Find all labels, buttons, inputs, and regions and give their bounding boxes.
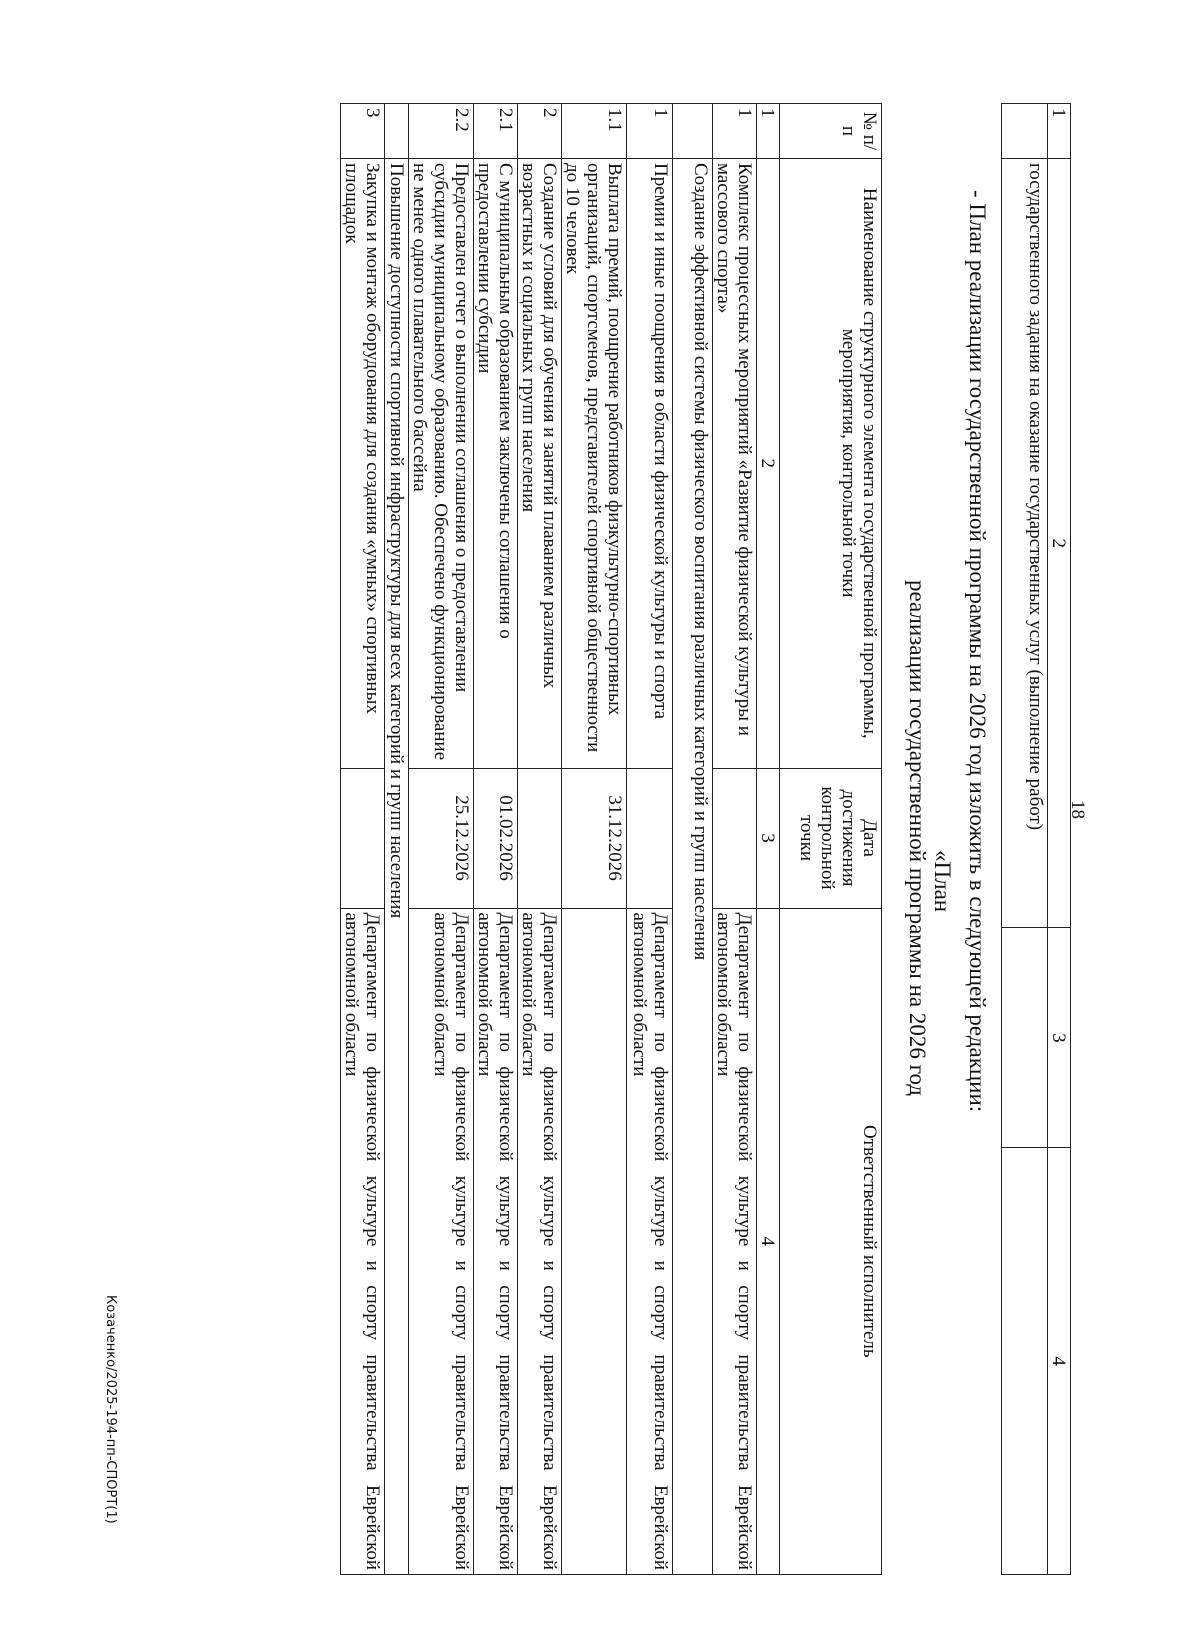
document-footer: Козаченко/2025-194-пп-СПОРТ(1) xyxy=(103,1295,118,1524)
row-num: 2.2 xyxy=(409,104,474,159)
header-date: Дата достижения контрольной точки xyxy=(780,768,882,908)
table-row xyxy=(1002,104,1048,1575)
table-row xyxy=(409,104,474,1575)
section-row xyxy=(385,104,409,1575)
row-responsible: Департамент по физической культуре и спорту правительства Еврейской автономной области xyxy=(409,908,474,1575)
plan-title-line2: реализации государственной программы на 2026 год xyxy=(905,580,930,1097)
row-date: 31.12.2026 xyxy=(562,768,627,908)
cell: 2 xyxy=(1048,158,1071,928)
table-row xyxy=(518,104,562,1575)
table-row xyxy=(713,104,757,1575)
section-title: Повышение доступности спортивной инфраструктуры для всех категорий и групп населения xyxy=(385,158,409,1574)
cell xyxy=(385,104,409,159)
cell xyxy=(1002,104,1048,159)
table-header-row xyxy=(780,104,882,1575)
cell: государственного задания на оказание государственных услуг (выполнение работ) xyxy=(1002,158,1048,928)
cell: 4 xyxy=(1048,1148,1071,1575)
row-date xyxy=(518,768,562,908)
row-responsible: Департамент по физической культуре и спорту правительства Еврейской автономной области xyxy=(627,908,673,1575)
row-date: 01.02.2026 xyxy=(474,768,518,908)
row-num: 1.1 xyxy=(562,104,627,159)
cell: 3 xyxy=(757,768,780,908)
cell: 1 xyxy=(757,104,780,159)
page-number: 18 xyxy=(1067,800,1088,819)
row-num: 1 xyxy=(627,104,673,159)
row-responsible xyxy=(562,908,627,1575)
plan-table xyxy=(340,103,882,1575)
row-responsible: Департамент по физической культуре и спорту правительства Еврейской автономной области xyxy=(713,908,757,1575)
header-num: № п/п xyxy=(780,104,882,159)
cell: 1 xyxy=(1048,104,1071,159)
section-title: Создание эффективной системы физического воспитания различных категорий и групп населения xyxy=(673,158,713,1574)
plan-title-line1: «План xyxy=(930,850,955,913)
row-responsible: Департамент по физической культуре и спорту правительства Еврейской автономной области xyxy=(341,908,385,1575)
row-responsible: Департамент по физической культуре и спорту правительства Еврейской автономной области xyxy=(518,908,562,1575)
row-num: 2.1 xyxy=(474,104,518,159)
row-name: Создание условий для обучения и занятий плаванием различных возрастных и социальных групп населения xyxy=(518,158,562,768)
table-row xyxy=(474,104,518,1575)
column-number-row xyxy=(757,104,780,1575)
amendment-heading: - План реализации государственной программы на 2026 год изложить в следующей редакции: xyxy=(965,190,990,1113)
cell: 3 xyxy=(1048,928,1071,1148)
row-date: 25.12.2026 xyxy=(409,768,474,908)
row-date xyxy=(341,768,385,908)
header-responsible: Ответственный исполнитель xyxy=(780,908,882,1575)
continuation-table xyxy=(1001,103,1071,1575)
row-num: 1 xyxy=(713,104,757,159)
row-name: Комплекс процессных мероприятий «Развитие физической культуры и массового спорта» xyxy=(713,158,757,768)
row-name: Премии и иные поощрения в области физической культуры и спорта xyxy=(627,158,673,768)
table-row xyxy=(627,104,673,1575)
table-row xyxy=(1048,104,1071,1575)
row-date xyxy=(713,768,757,908)
row-name: С муниципальным образованием заключены соглашения о предоставлении субсидии xyxy=(474,158,518,768)
table-row xyxy=(341,104,385,1575)
row-responsible: Департамент по физической культуре и спорту правительства Еврейской автономной области xyxy=(474,908,518,1575)
row-name: Закупка и монтаж оборудования для создания «умных» спортивных площадок xyxy=(341,158,385,768)
row-name: Выплата премий, поощрение работников физкультурно-спортивных организаций, спортсменов, представителей спортивной общественности до 10 человек xyxy=(562,158,627,768)
cell: 2 xyxy=(757,158,780,768)
table-row xyxy=(562,104,627,1575)
row-name: Предоставлен отчет о выполнении соглашения о предоставлении субсидии муниципальному образованию. Обеспечено функционирование не менее одного плавательного бассейна xyxy=(409,158,474,768)
section-row xyxy=(673,104,713,1575)
row-num: 2 xyxy=(518,104,562,159)
cell xyxy=(1002,928,1048,1148)
cell xyxy=(673,104,713,159)
row-date xyxy=(627,768,673,908)
cell: 4 xyxy=(757,908,780,1575)
header-name: Наименование структурного элемента государственной программы, мероприятия, контрольной точки xyxy=(780,158,882,768)
row-num: 3 xyxy=(341,104,385,159)
cell xyxy=(1002,1148,1048,1575)
